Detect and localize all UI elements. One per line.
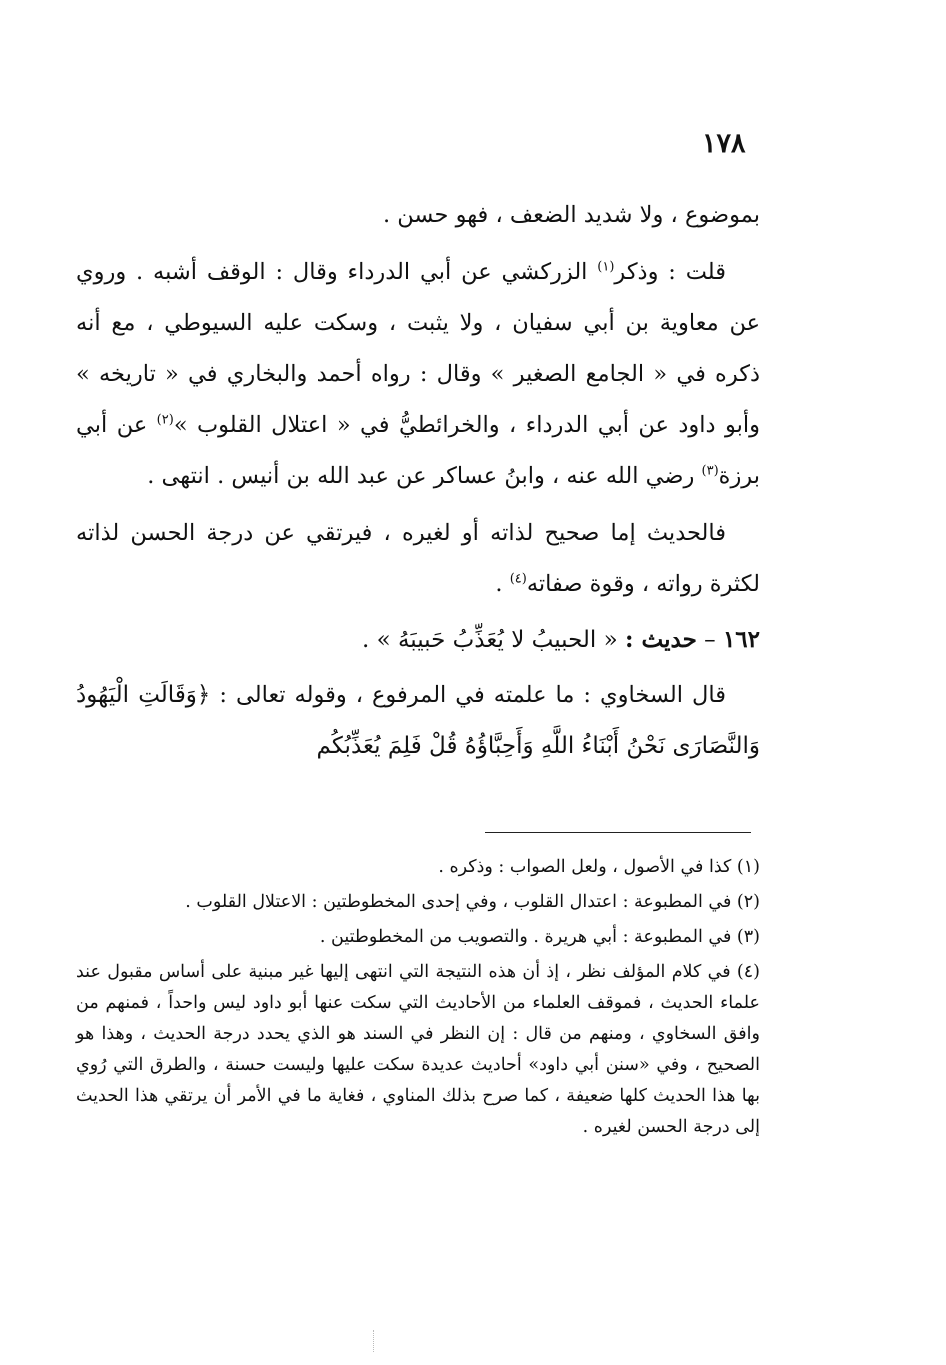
footnote-ref-3[interactable]: (٣) — [701, 463, 719, 479]
hadith-text: « الحبيبُ لا يُعَذِّبُ حَبيبَهُ » . — [361, 627, 626, 653]
quran-verse: ﴿وَقَالَتِ الْيَهُودُ وَالنَّصَارَى نَحْنُ أَبْنَاءُ اللَّهِ وَأَحِبَّاؤُهُ قُلْ فَلِمَ يُعَذِّبُكُم — [76, 682, 760, 759]
opening-line: بموضوع ، ولا شديد الضعف ، فهو حسن . — [383, 202, 760, 228]
footnote-ref-2[interactable]: (٢) — [156, 412, 174, 428]
footnote-ref-4[interactable]: (٤) — [509, 571, 527, 587]
para1-text-c: عن أبي برزة — [76, 412, 760, 489]
hadith-label: حديث : — [625, 626, 697, 653]
para1-text-d: رضي الله عنه ، وابنُ عساكر عن عبد الله بن أنيس . انتهى . — [147, 463, 702, 489]
para1-text-a: قلت : وذكر — [614, 259, 726, 285]
footnote-ref-1[interactable]: (١) — [597, 259, 615, 275]
footnote-1: (١) كذا في الأصول ، ولعل الصواب : وذكره . — [438, 857, 760, 877]
footnote-2: (٢) في المطبوعة : اعتدال القلوب ، وفي إحدى المخطوطتين : الاعتلال القلوب . — [185, 892, 760, 912]
footnote-3: (٣) في المطبوعة : أبي هريرة . والتصويب من المخطوطتين . — [319, 927, 760, 947]
paragraph-2 — [76, 508, 760, 610]
footnote-4: (٤) في كلام المؤلف نظر ، إذ أن هذه النتيجة التي انتهى إليها غير مبنية على أساس مقبول عند علماء الحديث ، فموقف العلماء من الأحاديث التي سكت عنها أبو داود ليس واحداً ، فمنهم من وافق السخاوي ، ومنهم من قال : إن النظر في السند هو الذي يحدد درجة الحديث ، وهذا هو الصحيح ، وفي «سنن أبي داود» أحاديث عديدة سكت عليها وليست حسنة ، والطرق التي رُوي بها هذا الحديث كلها ضعيفة ، كما صرح بذلك المناوي ، فغاية ما في الأمر أن يرتقي هذا الحديث إلى درجة الحسن لغيره . — [76, 962, 760, 1137]
hadith-heading — [76, 614, 760, 666]
footnote-separator — [485, 832, 751, 833]
page-number: ١٧٨ — [702, 128, 746, 159]
footnotes — [76, 852, 760, 1147]
scan-mark — [373, 1330, 374, 1352]
para3-text-a: قال السخاوي : ما علمته في المرفوع ، وقوله تعالى : — [210, 682, 726, 708]
paragraph-1 — [76, 247, 760, 502]
paragraph-3 — [76, 670, 760, 772]
hadith-number: ١٦٢ — [722, 626, 760, 653]
main-text — [76, 190, 760, 772]
para2-text-a: فالحديث إما صحيح لذاته أو لغيره ، فيرتقي عن درجة الحسن لذاته لكثرة رواته ، وقوة صفاته — [76, 520, 760, 597]
para1-text-b: الزركشي عن أبي الدرداء وقال : الوقف أشبه . وروي عن معاوية بن أبي سفيان ، ولا يثبت ، وسكت عليه السيوطي ، مع أنه ذكره في « الجامع الصغير » وقال : رواه أحمد والبخاري في « تاريخه » وأبو داود عن أبي الدرداء ، والخرائطيُّ في « اعتلال القلوب » — [76, 259, 760, 438]
hadith-dash: – — [696, 627, 723, 653]
para2-text-b: . — [495, 571, 510, 597]
